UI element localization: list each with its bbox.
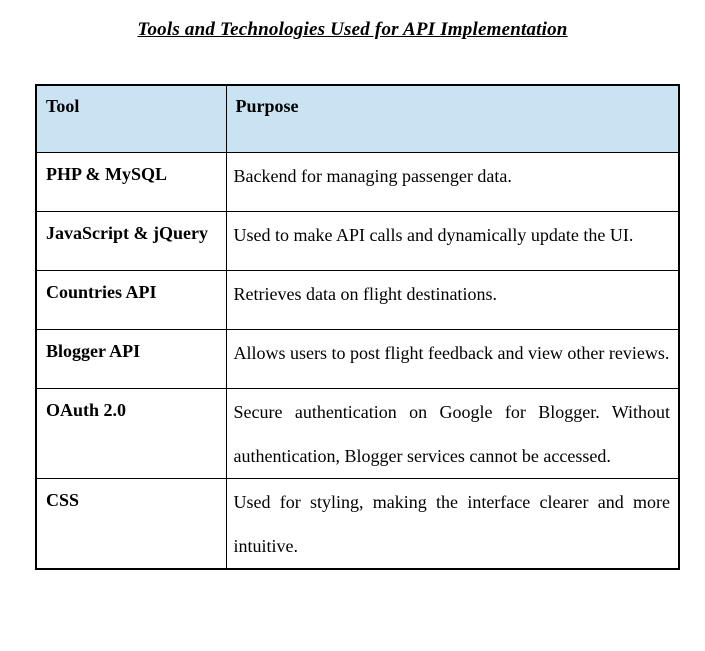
purpose-cell: Retrieves data on flight destinations. xyxy=(226,270,679,329)
table-row xyxy=(36,211,679,270)
tool-cell: CSS xyxy=(36,478,226,569)
purpose-cell: Used for styling, making the interface clearer and more intuitive. xyxy=(226,478,679,569)
table-row xyxy=(36,388,679,478)
tool-cell: PHP & MySQL xyxy=(36,152,226,211)
table-row xyxy=(36,270,679,329)
table-row xyxy=(36,329,679,388)
table-row xyxy=(36,152,679,211)
table-header-row xyxy=(36,85,679,152)
table-header-purpose: Purpose xyxy=(226,85,679,152)
page-title: Tools and Technologies Used for API Implementation xyxy=(137,19,568,40)
purpose-cell: Allows users to post flight feedback and view other reviews. xyxy=(226,329,679,388)
purpose-cell: Secure authentication on Google for Blogger. Without authentication, Blogger services cannot be accessed. xyxy=(226,388,679,478)
table-body xyxy=(36,152,679,569)
tools-table xyxy=(35,84,680,570)
purpose-cell: Used to make API calls and dynamically update the UI. xyxy=(226,211,679,270)
table-header-tool: Tool xyxy=(36,85,226,152)
table-row xyxy=(36,478,679,569)
tool-cell: OAuth 2.0 xyxy=(36,388,226,478)
purpose-cell: Backend for managing passenger data. xyxy=(226,152,679,211)
tool-cell: Blogger API xyxy=(36,329,226,388)
tool-cell: JavaScript & jQuery xyxy=(36,211,226,270)
tool-cell: Countries API xyxy=(36,270,226,329)
